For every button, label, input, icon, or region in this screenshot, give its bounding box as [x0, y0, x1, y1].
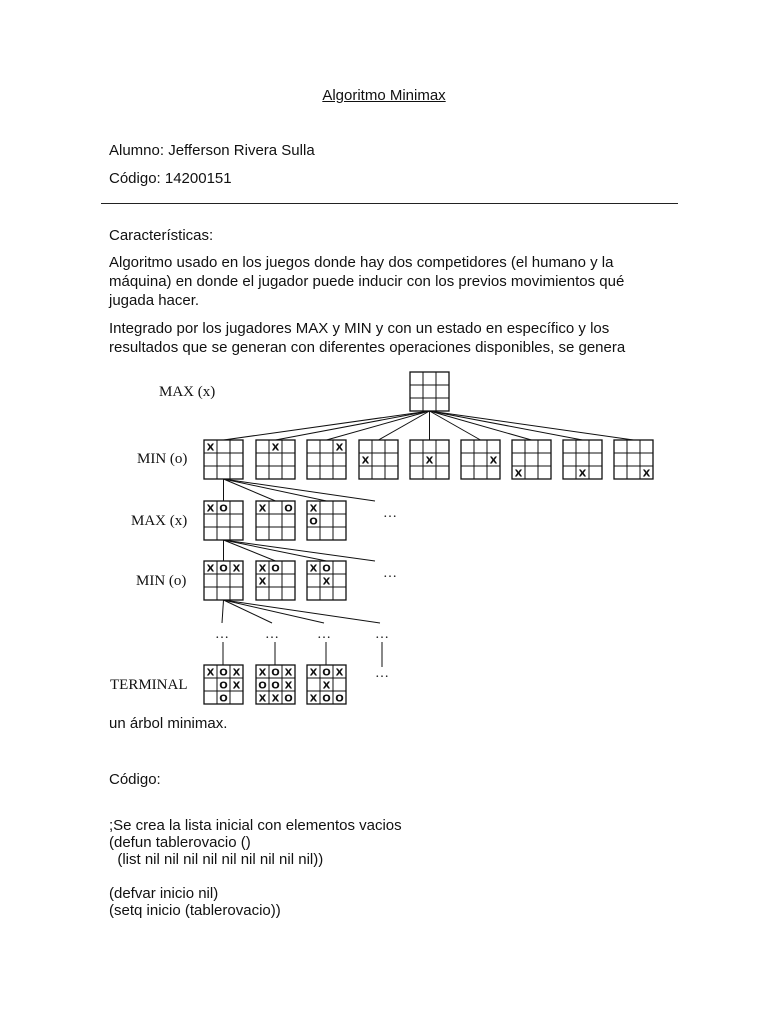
level-label-max: MAX (x) [131, 513, 188, 529]
x-mark: X [489, 455, 498, 467]
ellipsis: … [383, 506, 397, 521]
o-mark: O [322, 563, 331, 575]
minimax-tree-diagram [100, 365, 670, 705]
x-mark: X [309, 503, 318, 515]
x-mark: X [206, 563, 215, 575]
x-mark: X [309, 693, 318, 705]
o-mark: O [219, 693, 228, 705]
ellipsis: … [265, 627, 279, 642]
o-mark: O [219, 667, 228, 679]
ellipsis: … [317, 627, 331, 642]
x-mark: X [271, 442, 280, 454]
tree-edge [224, 411, 430, 440]
x-mark: X [258, 693, 267, 705]
paragraph-line: Algoritmo usado en los juegos donde hay dos competidores (el humano y la [109, 254, 614, 271]
x-mark: X [258, 576, 267, 588]
level-label-terminal: TERMINAL [110, 677, 188, 693]
root-board [410, 372, 449, 411]
code-line: (defvar inicio nil) [109, 885, 219, 902]
x-mark: X [578, 468, 587, 480]
student-code: Código: 14200151 [109, 170, 232, 187]
paragraph-line: resultados que se generan con diferentes operaciones disponibles, se genera [109, 339, 626, 356]
x-mark: X [232, 563, 241, 575]
ellipsis: … [375, 627, 389, 642]
o-mark: O [219, 563, 228, 575]
tree-edge [224, 600, 325, 623]
x-mark: X [322, 680, 331, 692]
x-mark: X [361, 455, 370, 467]
features-paragraph-1 [109, 253, 624, 310]
tree-edge [224, 479, 327, 501]
x-mark: X [271, 693, 280, 705]
o-mark: O [284, 503, 293, 515]
paragraph-line: Integrado por los jugadores MAX y MIN y con un estado en específico y los [109, 320, 610, 337]
x-mark: X [232, 667, 241, 679]
code-heading: Código: [109, 771, 161, 788]
o-mark: O [309, 516, 318, 528]
document-title: Algoritmo Minimax [322, 87, 446, 104]
code-line: (list nil nil nil nil nil nil nil nil nil)) [109, 851, 324, 868]
tree-edge [224, 540, 327, 561]
code-line: (setq inicio (tablerovacio)) [109, 902, 281, 919]
ellipsis: … [375, 666, 389, 681]
x-mark: X [642, 468, 651, 480]
x-mark: X [425, 455, 434, 467]
o-mark: O [271, 667, 280, 679]
o-mark: O [219, 503, 228, 515]
x-mark: X [335, 667, 344, 679]
o-mark: O [322, 693, 331, 705]
tree-edge [224, 540, 376, 561]
paragraph-line: jugada hacer. [109, 292, 200, 309]
level-label-min: MIN (o) [136, 573, 187, 589]
x-mark: X [335, 442, 344, 454]
paragraph-line: máquina) en donde el jugador puede inducir con los previos movimientos qué [109, 273, 625, 290]
tree-edge [430, 411, 634, 440]
features-paragraph-2 [109, 319, 625, 357]
x-mark: X [309, 667, 318, 679]
x-mark: X [206, 503, 215, 515]
tree-edge [276, 411, 430, 440]
student-name: Alumno: Jefferson Rivera Sulla [109, 142, 315, 159]
o-mark: O [322, 667, 331, 679]
figure-continuation-text: un árbol minimax. [109, 715, 228, 732]
tree-edge [222, 600, 224, 623]
x-mark: X [258, 563, 267, 575]
ellipsis: … [215, 627, 229, 642]
x-mark: X [206, 667, 215, 679]
code-block [109, 817, 402, 919]
x-mark: X [322, 576, 331, 588]
o-mark: O [271, 680, 280, 692]
tree-edge [224, 479, 376, 501]
level-label-max: MAX (x) [159, 384, 216, 400]
x-mark: X [206, 442, 215, 454]
level-label-min: MIN (o) [137, 451, 188, 467]
features-heading: Características: [109, 227, 214, 244]
tree-edge [327, 411, 430, 440]
x-mark: X [232, 680, 241, 692]
x-mark: X [258, 667, 267, 679]
x-mark: X [284, 667, 293, 679]
code-line [109, 868, 402, 885]
code-line: (defun tablerovacio () [109, 834, 251, 851]
o-mark: O [258, 680, 267, 692]
code-line: ;Se crea la lista inicial con elementos vacios [109, 817, 402, 834]
o-mark: O [219, 680, 228, 692]
x-mark: X [258, 503, 267, 515]
o-mark: O [335, 693, 344, 705]
x-mark: X [284, 680, 293, 692]
horizontal-divider [101, 203, 678, 204]
x-mark: X [309, 563, 318, 575]
o-mark: O [271, 563, 280, 575]
o-mark: O [284, 693, 293, 705]
tree-edge [430, 411, 532, 440]
tree-edge [430, 411, 583, 440]
ellipsis: … [383, 566, 397, 581]
x-mark: X [514, 468, 523, 480]
